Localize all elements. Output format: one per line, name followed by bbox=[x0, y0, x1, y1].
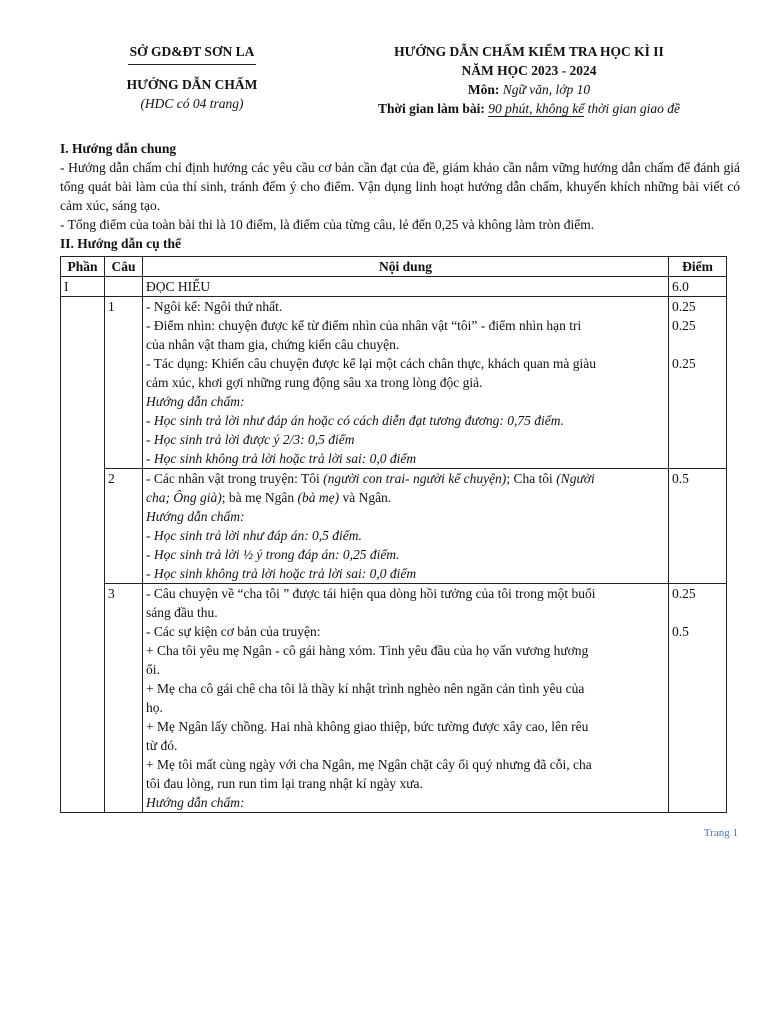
score-value: 0.25 bbox=[672, 299, 696, 314]
question-content bbox=[143, 469, 669, 584]
header-left bbox=[96, 42, 288, 113]
section-part: I bbox=[61, 277, 105, 297]
question-content bbox=[143, 584, 669, 813]
table-header-row bbox=[61, 257, 727, 277]
content-line: của nhân vật tham gia, chứng kiến câu chuyện. bbox=[146, 337, 400, 352]
general-paragraph-1: - Hướng dẫn chấm chỉ định hướng các yêu cầu cơ bản cần đạt của đề, giám khảo cần nắm vững hướng dẫn chấm để đánh giá tổng quát bài làm của thí sinh, tránh đếm ý cho điểm. Vận dụng linh hoạt hướng dẫn chấm, khuyến khích những bài viết có cảm xúc, sáng tạo. bbox=[60, 160, 740, 213]
time-row bbox=[344, 99, 714, 118]
score-value: 0.25 bbox=[672, 318, 696, 333]
exam-title: HƯỚNG DẪN CHẤM KIỂM TRA HỌC KÌ II bbox=[394, 44, 664, 59]
document-header bbox=[0, 42, 768, 122]
question-score bbox=[669, 297, 727, 469]
department-underline bbox=[128, 64, 256, 65]
content-line: - Câu chuyện về “cha tôi ” được tái hiện qua dòng hồi tưởng của tôi trong một buổi bbox=[146, 586, 596, 601]
section-empty bbox=[105, 277, 143, 297]
table-row bbox=[61, 584, 727, 813]
score-value: 0.25 bbox=[672, 356, 696, 371]
header-right bbox=[344, 42, 714, 118]
time-value: 90 phút, không kể bbox=[488, 101, 585, 116]
content-line: - Học sinh không trả lời hoặc trả lời sai: 0,0 điểm bbox=[146, 566, 417, 581]
header-score: Điểm bbox=[669, 257, 727, 277]
content-line: cha; Ông già); bà mẹ Ngân (bà mẹ) và Ngân. bbox=[146, 490, 392, 505]
table-row bbox=[61, 469, 727, 584]
part-empty bbox=[61, 297, 105, 813]
content-line: từ đó. bbox=[146, 738, 178, 753]
question-content bbox=[143, 297, 669, 469]
subject-value: Ngữ văn, lớp 10 bbox=[502, 82, 591, 97]
content-line: - Điểm nhìn: chuyện được kể từ điểm nhìn của nhân vật “tôi” - điểm nhìn hạn tri bbox=[146, 318, 582, 333]
subject-row bbox=[344, 80, 714, 99]
department-name: SỞ GD&ĐT SƠN LA bbox=[129, 44, 255, 59]
content-line: Hướng dẫn chấm: bbox=[146, 795, 245, 810]
section-row bbox=[61, 277, 727, 297]
content-line: - Các nhân vật trong truyện: Tôi (người con trai- người kể chuyện); Cha tôi (Người bbox=[146, 471, 595, 486]
header-question: Câu bbox=[105, 257, 143, 277]
content-line: ổi. bbox=[146, 662, 160, 677]
question-number: 2 bbox=[105, 469, 143, 584]
content-line: + Cha tôi yêu mẹ Ngân - cô gái hàng xóm. Tình yêu đầu của họ vấn vương hương bbox=[146, 643, 589, 658]
score-value: 0.5 bbox=[672, 471, 689, 486]
content-line: Hướng dẫn chấm: bbox=[146, 509, 245, 524]
section-title: ĐỌC HIỂU bbox=[143, 277, 669, 297]
header-part: Phần bbox=[61, 257, 105, 277]
score-value: 0.25 bbox=[672, 586, 696, 601]
instructions bbox=[60, 139, 740, 253]
time-label: Thời gian làm bài: bbox=[378, 101, 485, 116]
page-count-note: (HDC có 04 trang) bbox=[140, 96, 244, 111]
score-value: 0.5 bbox=[672, 624, 689, 639]
question-number: 3 bbox=[105, 584, 143, 813]
content-line: - Các sự kiện cơ bản của truyện: bbox=[146, 624, 321, 639]
table-row bbox=[61, 297, 727, 469]
header-content: Nội dung bbox=[143, 257, 669, 277]
question-score bbox=[669, 584, 727, 813]
general-paragraph-2: - Tổng điểm của toàn bài thi là 10 điểm, là điểm của từng câu, lẻ đến 0,25 và không làm tròn điểm. bbox=[60, 217, 595, 232]
page-number: Trang 1 bbox=[703, 827, 738, 839]
content-line: tôi đau lòng, run run tìm lại trang nhật kí ngày xưa. bbox=[146, 776, 423, 791]
content-line: - Học sinh trả lời như đáp án hoặc có cách diễn đạt tương đương: 0,75 điểm. bbox=[146, 413, 564, 428]
question-score bbox=[669, 469, 727, 584]
content-line: + Mẹ tôi mất cùng ngày với cha Ngân, mẹ Ngân chặt cây ổi quý nhưng đã cỗi, cha bbox=[146, 757, 592, 772]
doc-type-title: HƯỚNG DẪN CHẤM bbox=[126, 77, 258, 92]
content-line: - Học sinh trả lời ½ ý trong đáp án: 0,25 điểm. bbox=[146, 547, 400, 562]
content-line: - Ngôi kể: Ngôi thứ nhất. bbox=[146, 299, 283, 314]
content-line: + Mẹ cha cô gái chê cha tôi là thầy kí nhật trình nghèo nên ngăn cản tình yêu của bbox=[146, 681, 585, 696]
time-rest: thời gian giao đề bbox=[584, 101, 680, 116]
question-number: 1 bbox=[105, 297, 143, 469]
content-line: - Tác dụng: Khiến câu chuyện được kể lại một cách chân thực, khách quan mà giàu bbox=[146, 356, 596, 371]
section-score: 6.0 bbox=[669, 277, 727, 297]
content-line: - Học sinh không trả lời hoặc trả lời sai: 0,0 điểm bbox=[146, 451, 417, 466]
content-line: + Mẹ Ngân lấy chồng. Hai nhà không giao thiệp, bức tường được xây cao, lên rêu bbox=[146, 719, 589, 734]
content-line: cảm xúc, khơi gợi những rung động sâu xa trong lòng độc giả. bbox=[146, 375, 483, 390]
subject-label: Môn: bbox=[467, 82, 500, 97]
content-line: Hướng dẫn chấm: bbox=[146, 394, 245, 409]
content-line: họ. bbox=[146, 700, 163, 715]
general-heading: I. Hướng dẫn chung bbox=[60, 141, 177, 156]
content-line: - Học sinh trả lời như đáp án: 0,5 điểm. bbox=[146, 528, 362, 543]
content-line: sáng đầu thu. bbox=[146, 605, 218, 620]
specific-heading: II. Hướng dẫn cụ thể bbox=[60, 236, 181, 251]
school-year: NĂM HỌC 2023 - 2024 bbox=[461, 63, 597, 78]
grading-table bbox=[60, 256, 727, 813]
content-line: - Học sinh trả lời được ý 2/3: 0,5 điểm bbox=[146, 432, 355, 447]
